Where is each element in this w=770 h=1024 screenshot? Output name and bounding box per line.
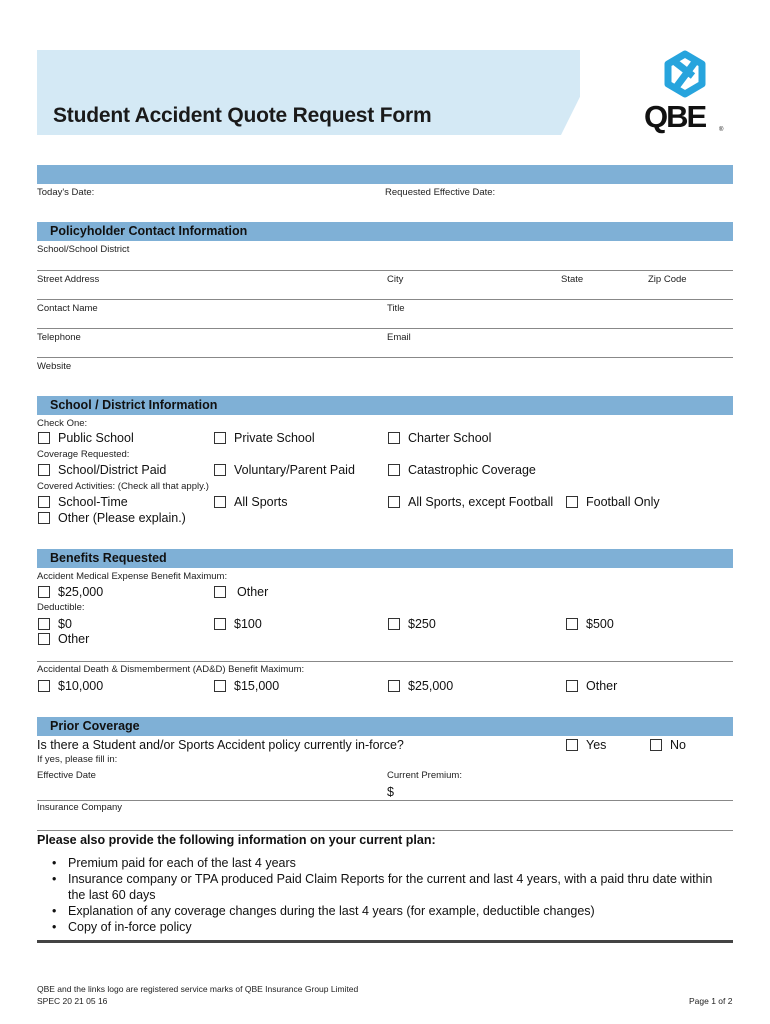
fill-in-label: If yes, please fill in: xyxy=(37,754,118,765)
prior-coverage-heading: Prior Coverage xyxy=(50,719,140,733)
deductible-other-checkbox[interactable] xyxy=(38,633,50,645)
deductible-other-field-line[interactable] xyxy=(37,661,733,662)
deductible-100-label: $100 xyxy=(234,617,262,631)
deductible-other-label: Other xyxy=(58,632,90,646)
email-label: Email xyxy=(387,332,411,343)
add-25000-checkbox[interactable] xyxy=(388,680,400,692)
school-time-label: School-Time xyxy=(58,495,128,509)
school-district-label: School/School District xyxy=(37,244,130,255)
telephone-field-line[interactable] xyxy=(37,357,733,358)
all-sports-label: All Sports xyxy=(234,495,288,509)
add-other-checkbox[interactable] xyxy=(566,680,578,692)
in-force-yes-checkbox[interactable] xyxy=(566,739,578,751)
spec-code: SPEC 20 21 05 16 xyxy=(37,996,108,1006)
plan-info-list xyxy=(52,855,732,935)
voluntary-parent-paid-checkbox[interactable] xyxy=(214,464,226,476)
catastrophic-coverage-checkbox[interactable] xyxy=(388,464,400,476)
add-10000-label: $10,000 xyxy=(58,679,104,693)
all-sports-except-football-label: All Sports, except Football xyxy=(408,495,554,509)
deductible-500-checkbox[interactable] xyxy=(566,618,578,630)
list-item: • Copy of in-force policy xyxy=(52,919,732,935)
school-info-section-bar xyxy=(37,396,733,415)
deductible-0-checkbox[interactable] xyxy=(38,618,50,630)
policyholder-section-bar xyxy=(37,222,733,241)
other-activity-label: Other (Please explain.) xyxy=(58,511,186,525)
trademark-note: QBE and the links logo are registered service marks of QBE Insurance Group Limited xyxy=(37,984,359,994)
medical-25000-label: $25,000 xyxy=(58,585,104,599)
add-10000-checkbox[interactable] xyxy=(38,680,50,692)
add-other-label: Other xyxy=(586,679,618,693)
current-premium-label: Current Premium: xyxy=(387,770,462,781)
list-item: • Insurance company or TPA produced Paid Claim Reports for the current and last 4 years, with a paid thru date within the last 60 days xyxy=(52,871,732,903)
prior-coverage-section-bar xyxy=(37,717,733,736)
insurance-company-field-line[interactable] xyxy=(37,830,733,831)
title-label: Title xyxy=(387,303,405,314)
voluntary-parent-paid-label: Voluntary/Parent Paid xyxy=(234,463,355,477)
list-item: • Explanation of any coverage changes during the last 4 years (for example, deductible changes) xyxy=(52,903,732,919)
all-sports-checkbox[interactable] xyxy=(214,496,226,508)
other-activity-checkbox[interactable] xyxy=(38,512,50,524)
contact-name-label: Contact Name xyxy=(37,303,98,314)
add-25000-label: $25,000 xyxy=(408,679,454,693)
premium-dollar-sign: $ xyxy=(387,785,394,799)
coverage-requested-label: Coverage Requested: xyxy=(37,449,130,460)
street-address-label: Street Address xyxy=(37,274,100,285)
public-school-label: Public School xyxy=(58,431,134,445)
deductible-250-label: $250 xyxy=(408,617,436,631)
city-label: City xyxy=(387,274,404,285)
deductible-250-checkbox[interactable] xyxy=(388,618,400,630)
public-school-checkbox[interactable] xyxy=(38,432,50,444)
in-force-no-checkbox[interactable] xyxy=(650,739,662,751)
in-force-no-label: No xyxy=(670,738,686,752)
medical-other-checkbox[interactable] xyxy=(214,586,226,598)
medical-max-label: Accident Medical Expense Benefit Maximum: xyxy=(37,571,228,582)
list-item: • Premium paid for each of the last 4 years xyxy=(52,855,732,871)
state-label: State xyxy=(561,274,584,285)
school-info-heading: School / District Information xyxy=(50,398,218,412)
deductible-label: Deductible: xyxy=(37,602,85,613)
private-school-checkbox[interactable] xyxy=(214,432,226,444)
add-15000-label: $15,000 xyxy=(234,679,280,693)
effective-date-label: Requested Effective Date: xyxy=(385,187,496,198)
school-district-paid-checkbox[interactable] xyxy=(38,464,50,476)
add-max-label: Accidental Death & Dismemberment (AD&D) Benefit Maximum: xyxy=(37,664,305,675)
medical-other-label: Other xyxy=(237,585,269,599)
deductible-100-checkbox[interactable] xyxy=(214,618,226,630)
page-number: Page 1 of 2 xyxy=(689,996,733,1006)
football-only-label: Football Only xyxy=(586,495,660,509)
football-only-checkbox[interactable] xyxy=(566,496,578,508)
bottom-rule xyxy=(37,940,733,943)
benefits-heading: Benefits Requested xyxy=(50,551,167,565)
todays-date-label: Today's Date: xyxy=(37,187,95,198)
zip-code-label: Zip Code xyxy=(648,274,687,285)
address-field-line[interactable] xyxy=(37,299,733,300)
covered-activities-label: Covered Activities: (Check all that apply.) xyxy=(37,481,209,492)
charter-school-label: Charter School xyxy=(408,431,492,445)
website-label: Website xyxy=(37,361,72,372)
date-bar xyxy=(37,165,733,184)
policyholder-heading: Policyholder Contact Information xyxy=(50,224,248,238)
deductible-500-label: $500 xyxy=(586,617,614,631)
insurance-company-label: Insurance Company xyxy=(37,802,123,813)
catastrophic-coverage-label: Catastrophic Coverage xyxy=(408,463,536,477)
prior-effective-date-label: Effective Date xyxy=(37,770,96,781)
form-title: Student Accident Quote Request Form xyxy=(53,104,432,127)
charter-school-checkbox[interactable] xyxy=(388,432,400,444)
telephone-label: Telephone xyxy=(37,332,81,343)
benefits-section-bar xyxy=(37,549,733,568)
in-force-yes-label: Yes xyxy=(586,738,607,752)
logo-text: QBE xyxy=(644,99,706,134)
medical-25000-checkbox[interactable] xyxy=(38,586,50,598)
logo-registered-mark: ® xyxy=(719,127,724,133)
add-15000-checkbox[interactable] xyxy=(214,680,226,692)
deductible-0-label: $0 xyxy=(58,617,72,631)
premium-field-line[interactable] xyxy=(37,800,733,801)
plan-info-heading: Please also provide the following information on your current plan: xyxy=(37,833,436,847)
in-force-question: Is there a Student and/or Sports Accident policy currently in-force? xyxy=(37,738,404,752)
private-school-label: Private School xyxy=(234,431,315,445)
school-time-checkbox[interactable] xyxy=(38,496,50,508)
check-one-label: Check One: xyxy=(37,418,88,429)
school-district-paid-label: School/District Paid xyxy=(58,463,167,477)
all-sports-except-football-checkbox[interactable] xyxy=(388,496,400,508)
contact-field-line[interactable] xyxy=(37,328,733,329)
school-district-field-line[interactable] xyxy=(37,270,733,271)
